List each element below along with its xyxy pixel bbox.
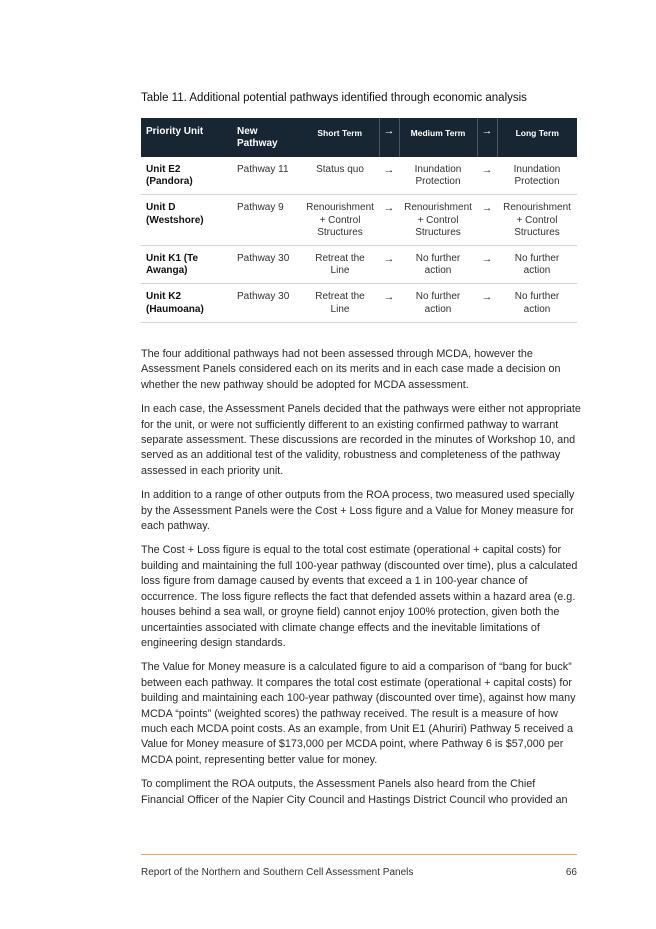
pathways-table [141, 118, 577, 323]
cell-medium-term: Renourishment + Control Structures [399, 195, 477, 246]
table-header-row [141, 118, 577, 157]
cell-pathway: Pathway 9 [232, 195, 301, 246]
body-text [141, 347, 581, 817]
cell-pathway: Pathway 11 [232, 157, 301, 195]
arrow-icon: → [477, 246, 497, 284]
arrow-icon: → [379, 284, 399, 322]
arrow-icon: → [477, 195, 497, 246]
paragraph: The Value for Money measure is a calculated figure to aid a comparison of “bang for buck” between each pathway. It compares the total cost estimate (operational + capital costs) for building and maintaining each 100-year pathway (discounted over time), against how many MCDA “points” (weighted scores) the pathway received. The result is a measure of how much each MCDA point costs. As an example, from Unit E1 (Ahuriri) Pathway 5 received a Value for Money measure of $173,000 per MCDA point, where Pathway 6 is $57,000 per MCDA point, representing better value for money. [141, 661, 576, 766]
cell-unit: Unit K1 (Te Awanga) [141, 246, 232, 284]
cell-unit: Unit K2 (Haumoana) [141, 284, 232, 322]
header-new-pathway: New Pathway [232, 118, 301, 157]
cell-long-term: No further action [497, 284, 577, 322]
header-short-term: Short Term [301, 118, 379, 157]
footer-divider [141, 854, 577, 855]
cell-short-term: Renourishment + Control Structures [301, 195, 379, 246]
cell-short-term: Status quo [301, 157, 379, 195]
table-row [141, 157, 577, 195]
arrow-icon: → [379, 246, 399, 284]
cell-unit: Unit D (Westshore) [141, 195, 232, 246]
table-caption: Table 11. Additional potential pathways identified through economic analysis [141, 92, 527, 104]
paragraph: The four additional pathways had not been assessed through MCDA, however the Assessment Panels considered each on its merits and in each case made a decision on whether the new pathway should be adopted for MCDA assessment. [141, 348, 561, 391]
header-arrow-icon: → [379, 118, 399, 157]
cell-pathway: Pathway 30 [232, 284, 301, 322]
cell-short-term: Retreat the Line [301, 284, 379, 322]
arrow-icon: → [477, 157, 497, 195]
table-row [141, 195, 577, 246]
paragraph: To compliment the ROA outputs, the Assessment Panels also heard from the Chief Financial Officer of the Napier City Council and Hastings District Council who provided an [141, 778, 568, 806]
paragraph: In addition to a range of other outputs from the ROA process, two measured used specially by the Assessment Panels were the Cost + Loss figure and a Value for Money measure for each pathway. [141, 489, 575, 533]
cell-medium-term: No further action [399, 284, 477, 322]
header-medium-term: Medium Term [399, 118, 477, 157]
table-row [141, 284, 577, 322]
cell-short-term: Retreat the Line [301, 246, 379, 284]
table-row [141, 246, 577, 284]
arrow-icon: → [477, 284, 497, 322]
page-number: 66 [565, 867, 577, 878]
paragraph: The Cost + Loss figure is equal to the total cost estimate (operational + capital costs) for building and maintaining the full 100-year pathway (discounted over time), plus a calculated loss figure from damage caused by events that exceed a 1 in 100-year chance of occurrence. The loss figure reflects the fact that defended assets within a hazard area (e.g. houses behind a sea wall, or groyne field) cannot enjoy 100% protection, given both the uncertainties associated with climate change effects and the inevitable limitations of engineering design standards. [141, 544, 578, 649]
paragraph: In each case, the Assessment Panels decided that the pathways were either not appropriate for the unit, or were not sufficiently different to an existing confirmed pathway to warrant separate assessment. These discussions are recorded in the minutes of Workshop 10, and served as an additional test of the validity, robustness and completeness of the pathway assessed in each priority unit. [141, 403, 581, 477]
cell-medium-term: Inundation Protection [399, 157, 477, 195]
cell-pathway: Pathway 30 [232, 246, 301, 284]
cell-unit: Unit E2 (Pandora) [141, 157, 232, 195]
arrow-icon: → [379, 195, 399, 246]
cell-medium-term: No further action [399, 246, 477, 284]
arrow-icon: → [379, 157, 399, 195]
header-arrow-icon: → [477, 118, 497, 157]
cell-long-term: No further action [497, 246, 577, 284]
header-priority-unit: Priority Unit [141, 118, 232, 157]
cell-long-term: Inundation Protection [497, 157, 577, 195]
header-long-term: Long Term [497, 118, 577, 157]
footer-report-title: Report of the Northern and Southern Cell Assessment Panels [141, 867, 414, 878]
cell-long-term: Renourishment + Control Structures [497, 195, 577, 246]
